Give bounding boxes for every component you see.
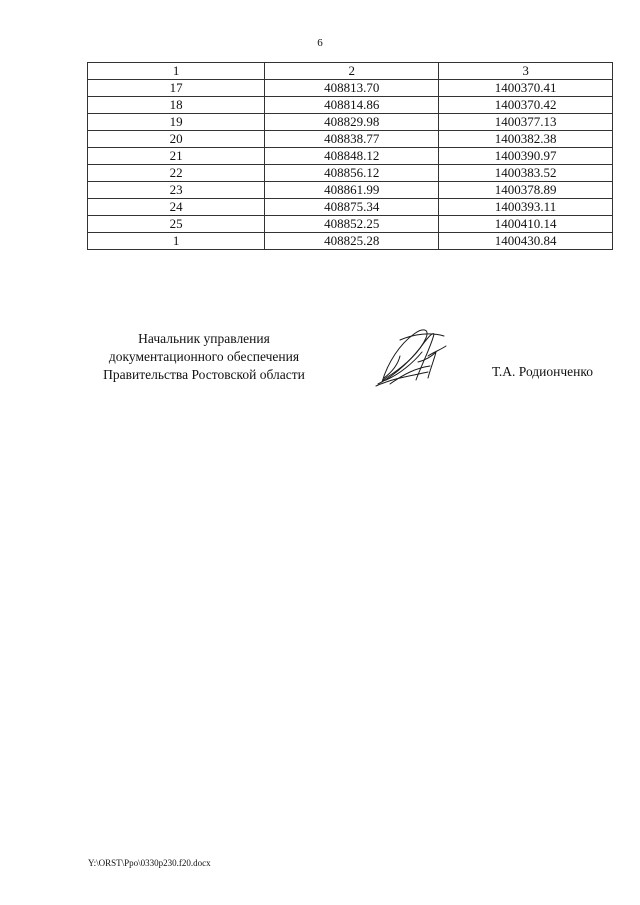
- x-coordinate-cell: 408829.98: [265, 114, 439, 131]
- position-line: документационного обеспечения: [108, 349, 300, 364]
- table-row: [88, 97, 613, 114]
- x-coordinate-cell: 408813.70: [265, 80, 439, 97]
- file-path: Y:\ORST\Ppo\0330p230.f20.docx: [88, 858, 211, 868]
- table-row: [88, 131, 613, 148]
- x-coordinate-cell: 408861.99: [265, 182, 439, 199]
- table-header-row: [88, 63, 613, 80]
- point-number-cell: 25: [88, 216, 265, 233]
- table-row: [88, 80, 613, 97]
- signer-name: Т.А. Родионченко: [492, 364, 593, 379]
- x-coordinate-cell: 408838.77: [265, 131, 439, 148]
- table-row: [88, 199, 613, 216]
- x-coordinate-cell: 408825.28: [265, 233, 439, 250]
- y-coordinate-cell: 1400393.11: [439, 199, 613, 216]
- x-coordinate-cell: 408848.12: [265, 148, 439, 165]
- signer-position: [88, 330, 320, 384]
- column-header: 2: [265, 63, 439, 80]
- point-number-cell: 1: [88, 233, 265, 250]
- x-coordinate-cell: 408856.12: [265, 165, 439, 182]
- point-number-cell: 23: [88, 182, 265, 199]
- x-coordinate-cell: 408852.25: [265, 216, 439, 233]
- x-coordinate-cell: 408875.34: [265, 199, 439, 216]
- point-number-cell: 19: [88, 114, 265, 131]
- table-row: [88, 148, 613, 165]
- column-header: 3: [439, 63, 613, 80]
- table-row: [88, 114, 613, 131]
- point-number-cell: 22: [88, 165, 265, 182]
- y-coordinate-cell: 1400370.41: [439, 80, 613, 97]
- y-coordinate-cell: 1400410.14: [439, 216, 613, 233]
- table-row: [88, 216, 613, 233]
- position-line: Начальник управления: [138, 331, 270, 346]
- table-row: [88, 165, 613, 182]
- y-coordinate-cell: 1400430.84: [439, 233, 613, 250]
- y-coordinate-cell: 1400390.97: [439, 148, 613, 165]
- table-row: [88, 233, 613, 250]
- y-coordinate-cell: 1400377.13: [439, 114, 613, 131]
- point-number-cell: 18: [88, 97, 265, 114]
- table-row: [88, 182, 613, 199]
- x-coordinate-cell: 408814.86: [265, 97, 439, 114]
- point-number-cell: 20: [88, 131, 265, 148]
- column-header: 1: [88, 63, 265, 80]
- y-coordinate-cell: 1400383.52: [439, 165, 613, 182]
- y-coordinate-cell: 1400370.42: [439, 97, 613, 114]
- position-line: Правительства Ростовской области: [103, 367, 305, 382]
- handwritten-signature: [370, 322, 465, 390]
- point-number-cell: 24: [88, 199, 265, 216]
- y-coordinate-cell: 1400382.38: [439, 131, 613, 148]
- point-number-cell: 21: [88, 148, 265, 165]
- point-number-cell: 17: [88, 80, 265, 97]
- page-number: 6: [317, 37, 323, 49]
- coordinates-table: [87, 62, 613, 250]
- y-coordinate-cell: 1400378.89: [439, 182, 613, 199]
